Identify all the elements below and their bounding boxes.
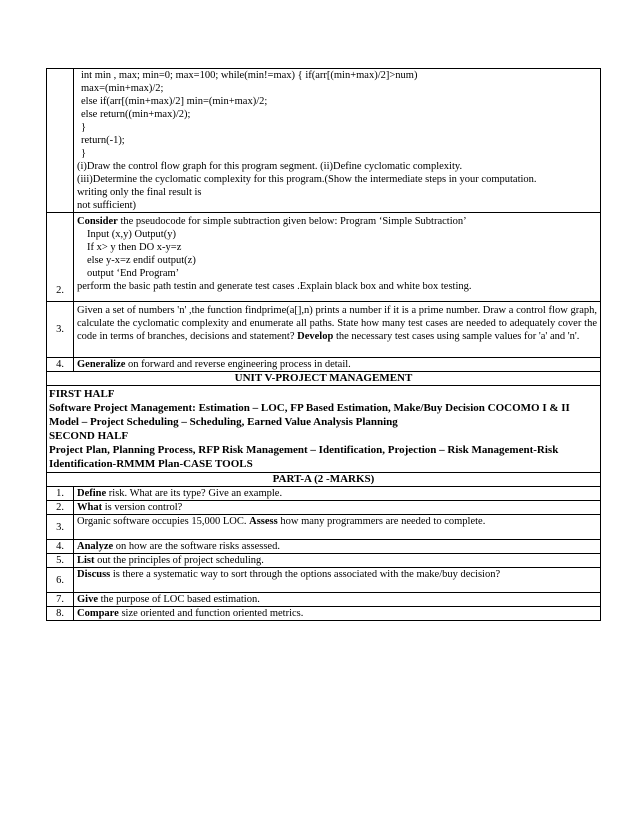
question-text: the purpose of LOC based estimation. bbox=[98, 594, 260, 605]
question-table bbox=[46, 68, 601, 621]
question-cell bbox=[74, 554, 601, 568]
table-row bbox=[47, 213, 601, 302]
question-keyword: Develop bbox=[297, 331, 334, 342]
question-number: 1. bbox=[47, 487, 74, 501]
question-number: 3. bbox=[47, 302, 74, 358]
question-text: Given a set of numbers 'n' ,the function findprime(a[],n) prints a number if it is a prime number. Draw a control flow graph, calculate the cyclomatic complexity and enumerate all paths. State how many test cases are needed to adequately cover the code in terms of branches, decisions and statement? bbox=[77, 305, 597, 342]
code-line: } bbox=[81, 122, 87, 133]
question-number: 7. bbox=[47, 593, 74, 607]
question-bank-document bbox=[46, 68, 601, 621]
question-number: 5. bbox=[47, 554, 74, 568]
question-keyword: Analyze bbox=[77, 541, 114, 552]
code-line: max=(min+max)/2; bbox=[81, 83, 164, 94]
question-keyword: Compare bbox=[77, 608, 119, 619]
question-cell bbox=[74, 69, 601, 213]
question-number-cell bbox=[47, 69, 74, 213]
question-number: 3. bbox=[47, 515, 74, 540]
table-row bbox=[47, 69, 601, 213]
code-line: } bbox=[81, 148, 87, 159]
table-row bbox=[47, 501, 601, 515]
table-row bbox=[47, 607, 601, 621]
question-cell bbox=[74, 607, 601, 621]
first-half-text: Software Project Management: Estimation – LOC, FP Based Estimation, Make/Buy Decision COCOMO I & II Model – Project Scheduling – Scheduling, Earned Value Analysis Planning bbox=[49, 402, 570, 428]
question-cell bbox=[74, 540, 601, 554]
question-cell bbox=[74, 358, 601, 372]
code-line: else return((min+max)/2); bbox=[81, 109, 191, 120]
question-cell bbox=[74, 213, 601, 302]
question-keyword: Generalize bbox=[77, 359, 126, 370]
question-text: size oriented and function oriented metrics. bbox=[118, 608, 304, 619]
second-half-label: SECOND HALF bbox=[49, 430, 129, 442]
question-cell bbox=[74, 593, 601, 607]
table-row bbox=[47, 515, 601, 540]
unit-title: UNIT V-PROJECT MANAGEMENT bbox=[47, 372, 601, 386]
question-number: 4. bbox=[47, 358, 74, 372]
question-text: is version control? bbox=[102, 502, 183, 513]
question-cell bbox=[74, 568, 601, 593]
question-text: on how are the software risks assessed. bbox=[113, 541, 280, 552]
table-row bbox=[47, 554, 601, 568]
table-row bbox=[47, 386, 601, 473]
pseudocode-line: else y-x=z endif output(z) bbox=[87, 255, 196, 266]
first-half-label: FIRST HALF bbox=[49, 388, 115, 400]
question-text: the necessary test cases using sample values for 'a' and 'n'. bbox=[333, 331, 580, 342]
question-text-line: writing only the final result is bbox=[77, 187, 202, 198]
table-row bbox=[47, 593, 601, 607]
pseudocode-line: Input (x,y) Output(y) bbox=[87, 229, 176, 240]
table-row bbox=[47, 473, 601, 487]
question-number: 2. bbox=[47, 213, 74, 302]
question-text: is there a systematic way to sort through the options associated with the make/buy decision? bbox=[110, 569, 501, 580]
question-text: out the principles of project scheduling. bbox=[94, 555, 264, 566]
table-row bbox=[47, 540, 601, 554]
table-row bbox=[47, 568, 601, 593]
code-line: int min , max; min=0; max=100; while(min!=max) { if(arr[(min+max)/2]>num) bbox=[81, 70, 418, 81]
unit-syllabus bbox=[47, 386, 601, 473]
part-a-title: PART-A (2 -MARKS) bbox=[47, 473, 601, 487]
question-cell bbox=[74, 501, 601, 515]
question-text-line: not sufficient) bbox=[77, 200, 137, 211]
table-row bbox=[47, 302, 601, 358]
second-half-text: Project Plan, Planning Process, RFP Risk Management – Identification, Projection – Risk Management-Risk Identification-RMMM Plan-CASE TOOLS bbox=[49, 444, 559, 470]
question-keyword: Consider bbox=[77, 216, 118, 227]
question-number: 4. bbox=[47, 540, 74, 554]
question-cell bbox=[74, 515, 601, 540]
code-line: return(-1); bbox=[81, 135, 125, 146]
pseudocode-line: output ‘End Program’ bbox=[87, 268, 180, 279]
pseudocode-line: If x> y then DO x-y=z bbox=[87, 242, 182, 253]
question-number: 8. bbox=[47, 607, 74, 621]
question-keyword: What bbox=[77, 502, 103, 513]
question-number: 2. bbox=[47, 501, 74, 515]
table-row bbox=[47, 358, 601, 372]
table-row bbox=[47, 372, 601, 386]
code-line: else if(arr[(min+max)/2] min=(min+max)/2; bbox=[81, 96, 268, 107]
question-text-line: (iii)Determine the cyclomatic complexity for this program.(Show the intermediate steps in your computation. bbox=[77, 174, 537, 185]
question-text: on forward and reverse engineering process in detail. bbox=[125, 359, 351, 370]
question-keyword: Define bbox=[77, 488, 107, 499]
question-keyword: List bbox=[77, 555, 95, 566]
question-text: how many programmers are needed to complete. bbox=[277, 516, 486, 527]
question-cell bbox=[74, 302, 601, 358]
question-cell bbox=[74, 487, 601, 501]
question-text-line: (i)Draw the control flow graph for this program segment. (ii)Define cyclomatic complexity. bbox=[77, 161, 463, 172]
table-row bbox=[47, 487, 601, 501]
question-text-line: perform the basic path testin and generate test cases .Explain black box and white box testing. bbox=[77, 281, 472, 292]
question-keyword: Discuss bbox=[77, 569, 111, 580]
question-text: Organic software occupies 15,000 LOC. bbox=[77, 516, 250, 527]
question-keyword: Assess bbox=[249, 516, 278, 527]
question-keyword: Give bbox=[77, 594, 98, 605]
question-text: risk. What are its type? Give an example. bbox=[106, 488, 283, 499]
question-number: 6. bbox=[47, 568, 74, 593]
question-text: the pseudocode for simple subtraction given below: Program ‘Simple Subtraction’ bbox=[117, 216, 467, 227]
